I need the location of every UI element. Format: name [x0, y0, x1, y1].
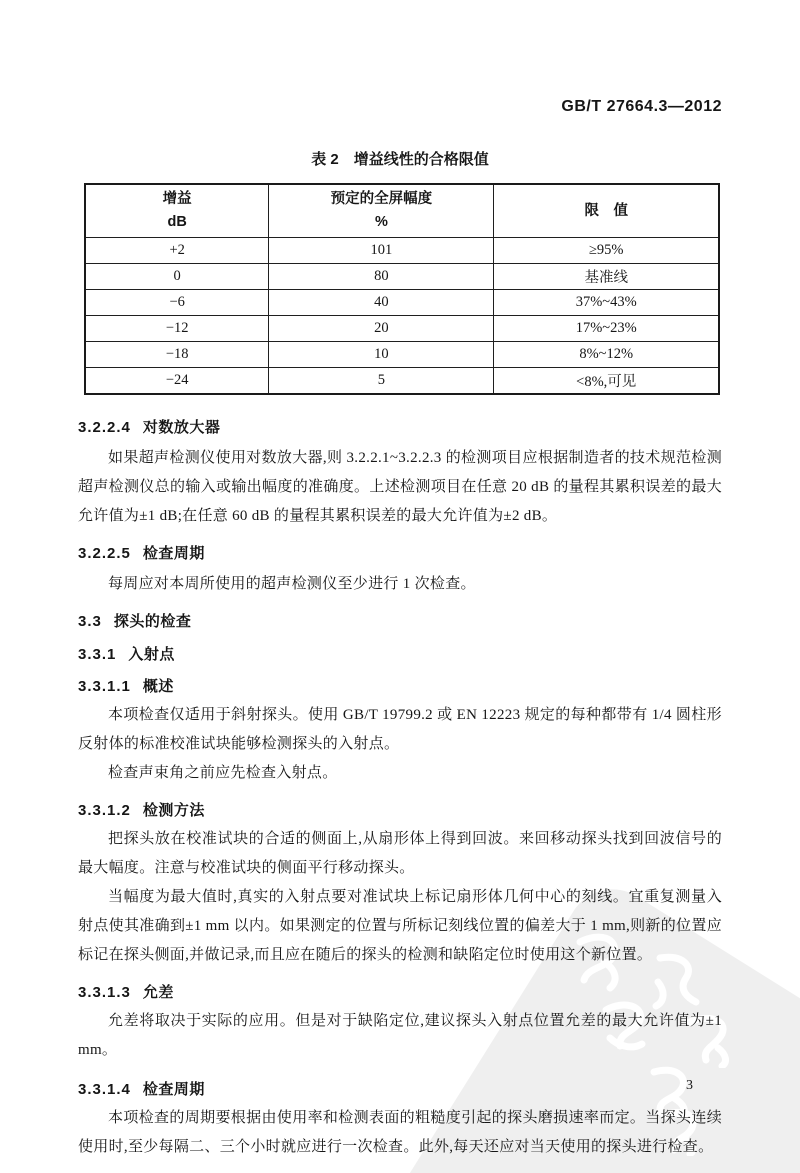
- section-title: 对数放大器: [142, 418, 221, 436]
- cell-limit: ≥95%: [494, 238, 719, 264]
- cell-amplitude: 5: [269, 368, 494, 394]
- cell-amplitude: 101: [269, 238, 494, 264]
- section-title: 允差: [142, 983, 174, 1001]
- table-row: [85, 290, 719, 316]
- page-number: 3: [686, 1078, 693, 1093]
- cell-amplitude: 20: [269, 316, 494, 342]
- cell-limit: 基准线: [494, 264, 719, 290]
- section-title: 检测方法: [142, 801, 205, 819]
- table-row: [85, 368, 719, 394]
- section-number: 3.3.1.1: [78, 677, 131, 695]
- cell-amplitude: 10: [269, 342, 494, 368]
- cell-gain: −12: [85, 316, 269, 342]
- paragraph: 本项检查的周期要根据由使用率和检测表面的粗糙度引起的探头磨损速率而定。当探头连续使用时,至少每隔二、三个小时就应进行一次检查。此外,每天还应对当天使用的探头进行检查。: [78, 1109, 722, 1155]
- cell-amplitude: 80: [269, 264, 494, 290]
- cell-gain: −18: [85, 342, 269, 368]
- section-number: 3.3.1: [78, 645, 117, 663]
- cell-limit: 17%~23%: [494, 316, 719, 342]
- table-caption: 表 2 增益线性的合格限值: [311, 151, 489, 168]
- col-header-amplitude: [269, 184, 494, 238]
- paragraph: 本项检查仅适用于斜射探头。使用 GB/T 19799.2 或 EN 12223 规定的每种都带有 1/4 圆柱形反射体的标准校准试块能够检测探头的入射点。: [78, 706, 722, 752]
- heading-3-3-1-3: [78, 984, 722, 1001]
- section-title: 探头的检查: [113, 612, 192, 630]
- col-header-gain-unit: dB: [167, 214, 187, 230]
- heading-3-3: [78, 613, 722, 630]
- paragraph: 每周应对本周所使用的超声检测仪至少进行 1 次检查。: [108, 575, 476, 592]
- section-number: 3.2.2.5: [78, 544, 131, 562]
- col-header-gain-label: 增益: [162, 191, 192, 207]
- section-number: 3.3.1.3: [78, 983, 131, 1001]
- heading-3-2-2-4: [78, 419, 722, 436]
- table-header-row: [85, 184, 719, 238]
- cell-amplitude: 40: [269, 290, 494, 316]
- gain-linearity-table: [84, 183, 720, 395]
- section-title: 检查周期: [142, 544, 205, 562]
- section-title: 检查周期: [142, 1080, 205, 1098]
- heading-3-3-1-2: [78, 802, 722, 819]
- section-number: 3.2.2.4: [78, 418, 131, 436]
- cell-gain: +2: [85, 238, 269, 264]
- paragraph: 如果超声检测仪使用对数放大器,则 3.2.2.1~3.2.2.3 的检测项目应根据制造者的技术规范检测超声检测仪总的输入或输出幅度的准确度。上述检测项目在任意 20 dB 的量程其累积误差的最大允许值为±1 dB;在任意 60 dB 的量程其累积误差的最大允许值为±2 dB。: [78, 449, 722, 524]
- table-row: [85, 238, 719, 264]
- standard-number: GB/T 27664.3—2012: [561, 98, 722, 115]
- heading-3-2-2-5: [78, 545, 722, 562]
- page-content: [78, 0, 722, 1162]
- heading-3-3-1-1: [78, 678, 722, 695]
- table-row: [85, 342, 719, 368]
- col-header-limit: 限 值: [494, 184, 719, 238]
- cell-limit: 37%~43%: [494, 290, 719, 316]
- section-title: 概述: [142, 677, 174, 695]
- paragraph: 检查声束角之前应先检查入射点。: [108, 764, 338, 781]
- table-row: [85, 264, 719, 290]
- paragraph: 把探头放在校准试块的合适的侧面上,从扇形体上得到回波。来回移动探头找到回波信号的最大幅度。注意与校准试块的侧面平行移动探头。: [78, 830, 722, 876]
- table-row: [85, 316, 719, 342]
- cell-limit: <8%,可见: [494, 368, 719, 394]
- cell-gain: −24: [85, 368, 269, 394]
- section-title: 入射点: [128, 645, 175, 663]
- section-number: 3.3.1.2: [78, 801, 131, 819]
- col-header-amplitude-label: 预定的全屏幅度: [330, 191, 433, 207]
- cell-gain: −6: [85, 290, 269, 316]
- heading-3-3-1-4: [78, 1081, 722, 1098]
- col-header-gain: [85, 184, 269, 238]
- section-number: 3.3: [78, 612, 102, 630]
- section-number: 3.3.1.4: [78, 1080, 131, 1098]
- cell-limit: 8%~12%: [494, 342, 719, 368]
- paragraph: 当幅度为最大值时,真实的入射点要对准试块上标记扇形体几何中心的刻线。宜重复测量入射点使其准确到±1 mm 以内。如果测定的位置与所标记刻线位置的偏差大于 1 mm,则新的位置应标记在探头侧面,并做记录,而且应在随后的探头的检测和缺陷定位时使用这个新位置。: [78, 888, 722, 963]
- paragraph: 允差将取决于实际的应用。但是对于缺陷定位,建议探头入射点位置允差的最大允许值为±1 mm。: [78, 1012, 722, 1058]
- col-header-amplitude-unit: %: [374, 214, 388, 230]
- cell-gain: 0: [85, 264, 269, 290]
- heading-3-3-1: [78, 646, 722, 663]
